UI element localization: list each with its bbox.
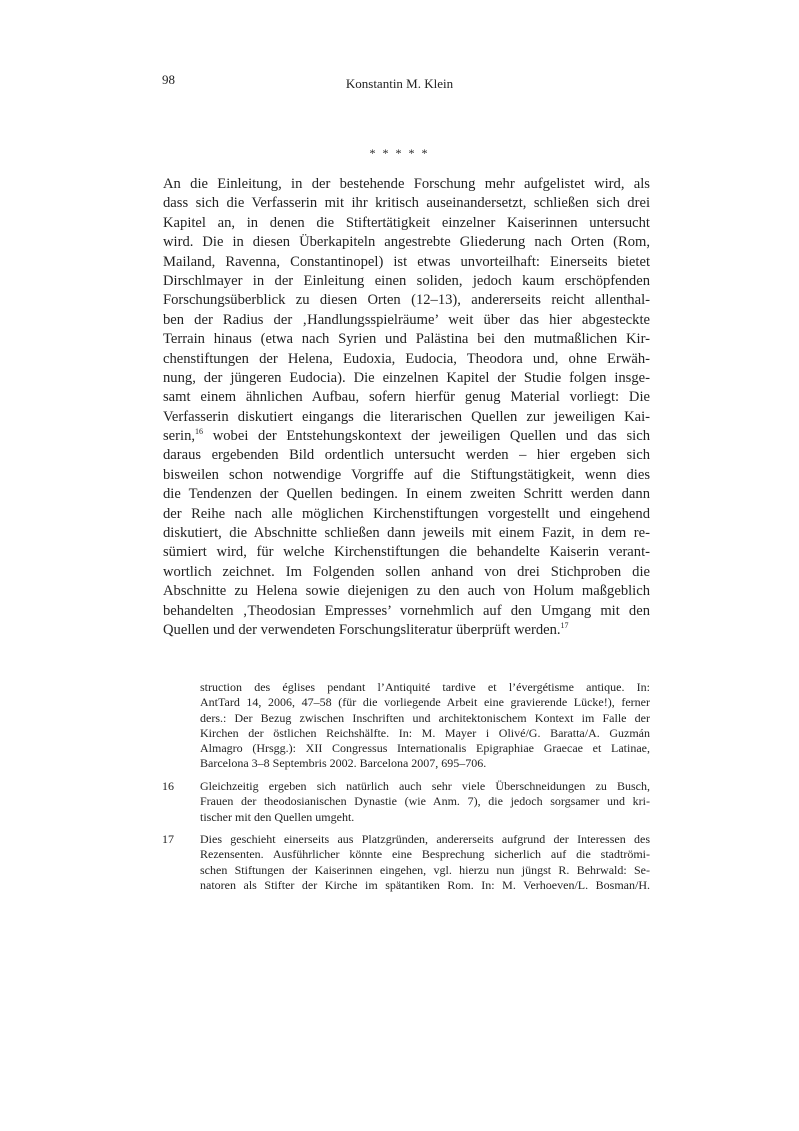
text-line: wortlich zeichnet. Im Folgenden sollen anhand von drei Stichproben die bbox=[163, 563, 650, 580]
footnote-line: ders.: Der Bezug zwischen Inschriften und architektonischem Kontext im Falle der bbox=[200, 710, 650, 725]
text-line: samt einem ähnlichen Aufbau, sofern hierfür genug Material vorliegt: Die bbox=[163, 389, 650, 406]
text-line: dass sich die Verfasserin mit ihr kritisch auseinandersetzt, schließen sich drei bbox=[163, 195, 650, 212]
footnote-ref-17[interactable]: 17 bbox=[560, 620, 569, 630]
text-line: der Reihe nach alle möglichen Kirchenstiftungen vorgestellt und eingehend bbox=[163, 505, 650, 522]
footnote-16 bbox=[162, 779, 650, 825]
footnote-line: Kirchen der östlichen Reichshälfte. In: M. Mayer i Olivé/G. Baratta/A. Guzmán bbox=[200, 725, 650, 740]
footnote-line: schen Stiftungen der Kaiserinnen eingehen, vgl. hierzu nun jüngst R. Behrwald: Se- bbox=[200, 862, 650, 877]
text-line: daraus ergebenden Bild ordentlich untersucht werden – hier ergeben sich bbox=[163, 447, 650, 464]
text-line: behandelten ‚Theodosian Empresses’ vornehmlich auf den Umgang mit den bbox=[163, 602, 650, 619]
footnote-17 bbox=[162, 832, 650, 893]
page-number: 98 bbox=[162, 72, 175, 87]
text-line: nung, der jüngeren Eudocia). Die einzelnen Kapitel der Studie folgen insge- bbox=[163, 369, 650, 386]
text-line: Abschnitte zu Helena sowie diejenigen zu den auch von Holum maßgeblich bbox=[163, 583, 650, 600]
footnote-number: 16 bbox=[162, 779, 174, 793]
footnote-line: Gleichzeitig ergeben sich natürlich auch sehr viele Überschneidungen zu Busch, bbox=[200, 779, 650, 793]
footnote-ref-16[interactable]: 16 bbox=[195, 427, 204, 437]
section-separator: * * * * * bbox=[369, 146, 430, 160]
footnote-line: Rezensenten. Ausführlicher könnte eine Besprechung sicherlich auf die stadtrömi- bbox=[200, 847, 650, 862]
footnote-line: AntTard 14, 2006, 47–58 (für die vorliegende Arbeit eine gravierende Lücke!), ferner bbox=[200, 695, 650, 710]
text-line: sümiert wird, für welche Kirchenstiftungen die behandelte Kaiserin verant- bbox=[163, 544, 650, 561]
main-paragraph bbox=[163, 175, 650, 640]
text-line: die Tendenzen der Quellen bedingen. In einem zweiten Schritt werden dann bbox=[163, 486, 650, 503]
text-line: Verfasserin diskutiert eingangs die literarischen Quellen zur jeweiligen Kai- bbox=[163, 408, 650, 425]
text-line: bisweilen schon notwendige Vorgriffe auf die Stiftungstätigkeit, wenn dies bbox=[163, 466, 650, 483]
text-line: An die Einleitung, in der bestehende Forschung mehr aufgelistet wird, als bbox=[163, 176, 650, 192]
text-line bbox=[163, 427, 650, 446]
footnote-continuation bbox=[162, 680, 650, 772]
footnote-line: Frauen der theodosianischen Dynastie (wie Anm. 7), die jedoch sorgsamer und kri- bbox=[200, 794, 650, 809]
running-head: Konstantin M. Klein bbox=[345, 76, 454, 91]
footnote-line: tischer mit den Quellen umgeht. bbox=[200, 809, 355, 824]
text-line: chenstiftungen der Helena, Eudoxia, Eudocia, Theodora und, ohne Erwäh- bbox=[163, 350, 650, 367]
text-line: Terrain hinaus (etwa nach Syrien und Palästina bei den mutmaßlichen Kir- bbox=[163, 331, 650, 348]
text-line: Dirschlmayer in der Einleitung einen soliden, jedoch kaum erschöpfenden bbox=[163, 272, 650, 289]
footnote-number: 17 bbox=[162, 832, 174, 846]
footnote-line: struction des églises pendant l’Antiquité tardive et l’évergétisme antique. In: bbox=[200, 680, 650, 694]
text-line: Forschungsüberblick zu diesen Orten (12–13), andererseits reicht allenthal- bbox=[163, 292, 650, 309]
text-segment: wobei der Entstehungskontext der jeweiligen Quellen und das sich bbox=[203, 428, 650, 445]
text-segment: serin, bbox=[163, 428, 196, 445]
text-line: wird. Die in diesen Überkapiteln angestrebte Gliederung nach Orten (Rom, bbox=[163, 234, 650, 251]
text-line: ben der Radius der ‚Handlungsspielräume’ weit über das hier abgesteckte bbox=[163, 311, 650, 328]
footnote-line: Almagro (Hrsgg.): XII Congressus Internationalis Epigraphiae Graecae et Latinae, bbox=[200, 741, 650, 756]
footnote-line: Barcelona 3–8 Septembris 2002. Barcelona 2007, 695–706. bbox=[200, 756, 487, 771]
footnote-line: natoren als Stifter der Kirche im spätantiken Rom. In: M. Verhoeven/L. Bosman/H. bbox=[200, 877, 650, 892]
text-line: Mailand, Ravenna, Constantinopel) ist etwas unvorteilhaft: Einerseits bietet bbox=[163, 253, 650, 270]
text-line: Kapitel an, in denen die Stiftertätigkeit einzelner Kaiserinnen untersucht bbox=[163, 214, 650, 231]
text-segment: Quellen und der verwendeten Forschungsliteratur überprüft werden. bbox=[163, 621, 561, 638]
text-line: diskutiert, die Abschnitte schließen dann jeweils mit einem Fazit, in dem re- bbox=[163, 525, 650, 542]
footnote-line: Dies geschieht einerseits aus Platzgründen, andererseits aufgrund der Interessen des bbox=[200, 832, 650, 846]
text-line bbox=[163, 621, 650, 640]
